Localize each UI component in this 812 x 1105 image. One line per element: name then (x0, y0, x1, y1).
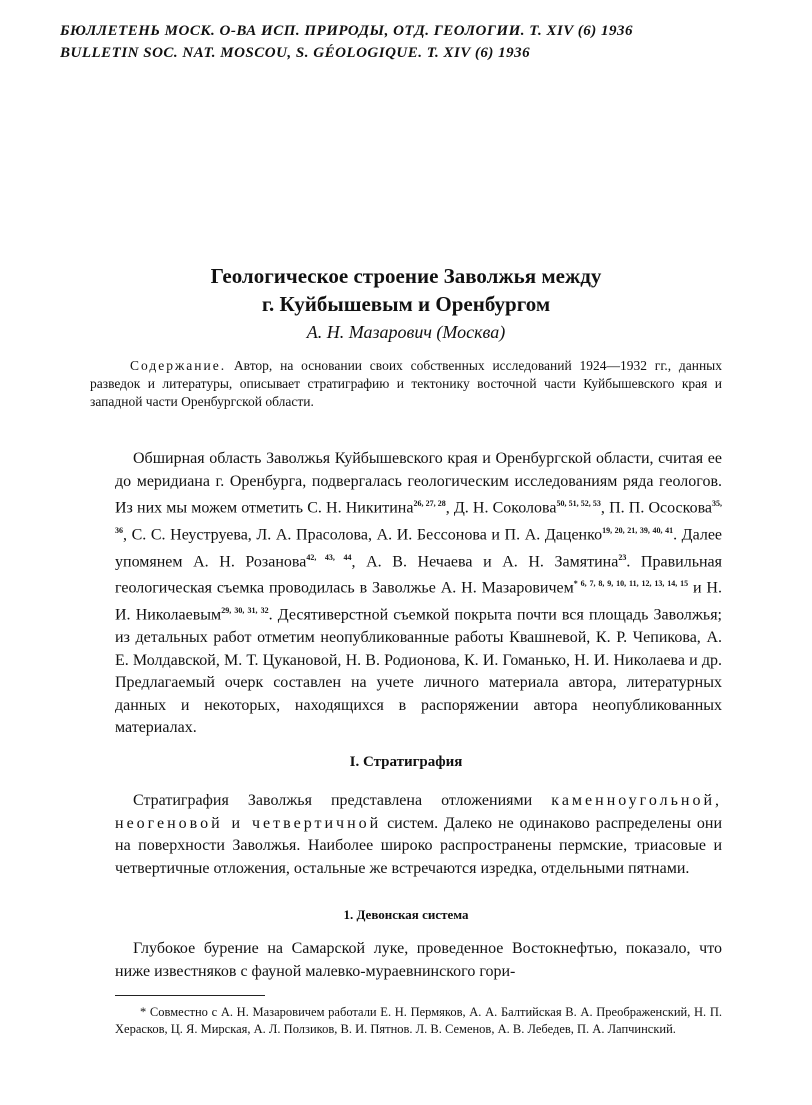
intro-text: , С. С. Неуструева, Л. А. Прасолова, А. И. Бессонова и П. А. Даценко (123, 526, 603, 544)
intro-text: . Десятиверстной съемкой покрыта почти вся площадь Заволжья; из детальных работ отметим неопубликованные работы Квашневой, К. Р. Чепикова, А. Е. Молдавской, М. Т. Цукановой, Н. В. Родионова, К. И. Гоманько, Н. И. Николаева и др. Предлагаемый очерк составлен на учете личного материала автора, литературных данных и некоторых, находящихся в распоряжении автора неопубликованных материалах. (115, 606, 723, 737)
intro-text: , А. В. Нечаева и А. Н. Замятина (351, 552, 619, 570)
footnote: * Совместно с А. Н. Мазаровичем работали Е. Н. Пермяков, А. А. Балтийская В. А. Преображенский, Н. П. Херасков, Ц. Я. Мирская, А. Л. Ползиков, В. И. Пятнов. Л. В. Семенов, А. В. Лебедев, П. А. Лапчинский. (115, 1005, 722, 1036)
section-heading: I. Стратиграфия (349, 754, 463, 770)
intro-text: , П. П. Ососкова (600, 499, 713, 517)
reference-superscript: 50, 51, 52, 53 (556, 499, 601, 508)
header-line-russian: БЮЛЛЕТЕНЬ МОСК. О-ВА ИСП. ПРИРОДЫ, ОТД. ГЕОЛОГИИ. Т. XIV (6) 1936 (60, 23, 634, 39)
intro-text: . Далее упомянем А. Н. Розанова (115, 526, 723, 570)
subsection-heading: 1. Девонская система (343, 907, 469, 922)
stratigraphy-emphasis: каменноугольной, неогеновой и четвертичной (115, 792, 723, 832)
reference-superscript: 23 (618, 552, 627, 562)
journal-header (60, 20, 752, 64)
reference-superscript: 29, 30, 31, 32 (221, 606, 269, 616)
stratigraphy-text: систем. Далеко не одинаково распределены они на поверхности Заволжья. Наиболее широко распространены пермские, триасовые и четвертичные отложения, остальные же встречаются изредка, отдельными пятнами. (115, 814, 722, 877)
reference-superscript: 35, 36 (115, 499, 723, 535)
abstract (90, 357, 722, 411)
article-author: А. Н. Мазарович (Москва) (306, 322, 506, 342)
abstract-label: Содержание. (130, 358, 227, 373)
reference-superscript: 26, 27, 28 (413, 499, 446, 508)
reference-superscript: 42, 43, 44 (306, 552, 352, 562)
intro-text: и Н. И. Николаевым (115, 579, 722, 624)
intro-text: Обширная область Заволжья Куйбышевского края и Оренбургской области, считая ее до меридиана г. Оренбурга, подвергалась геологическим исследованиям ряда геологов. Из них мы можем отметить С. Н. Никитина (115, 450, 722, 517)
title-line-1: Геологическое строение Заволжья между (210, 264, 602, 288)
stratigraphy-text: Стратиграфия Заволжья представлена отложениями (133, 792, 533, 809)
intro-text: . Правильная геологическая съемка проводилась в Заволжье А. Н. Мазаровичем (115, 552, 723, 597)
title-line-2: г. Куйбышевым и Оренбургом (261, 292, 551, 316)
header-line-french: BULLETIN SOC. NAT. MOSCOU, S. GÉOLOGIQUE. T. XIV (6) 1936 (60, 45, 531, 61)
stratigraphy-paragraph (115, 790, 722, 880)
article-title (100, 262, 712, 318)
reference-superscript: * 6, 7, 8, 9, 10, 11, 12, 13, 14, 15 (573, 579, 689, 589)
abstract-text: Автор, на основании своих собственных исследований 1924—1932 гг., данных разведок и литературы, описывает стратиграфию и тектонику восточной части Куйбышевского края и западной части Оренбургской области. (90, 358, 722, 409)
devonian-paragraph: Глубокое бурение на Самарской луке, проведенное Востокнефтью, показало, что ниже известняков с фауной малевко-мураевнинского гори- (115, 940, 722, 980)
intro-paragraph (115, 448, 722, 740)
intro-text: , Д. Н. Соколова (445, 499, 557, 517)
reference-superscript: 19, 20, 21, 39, 40, 41 (602, 525, 674, 535)
footnote-divider (115, 995, 265, 996)
